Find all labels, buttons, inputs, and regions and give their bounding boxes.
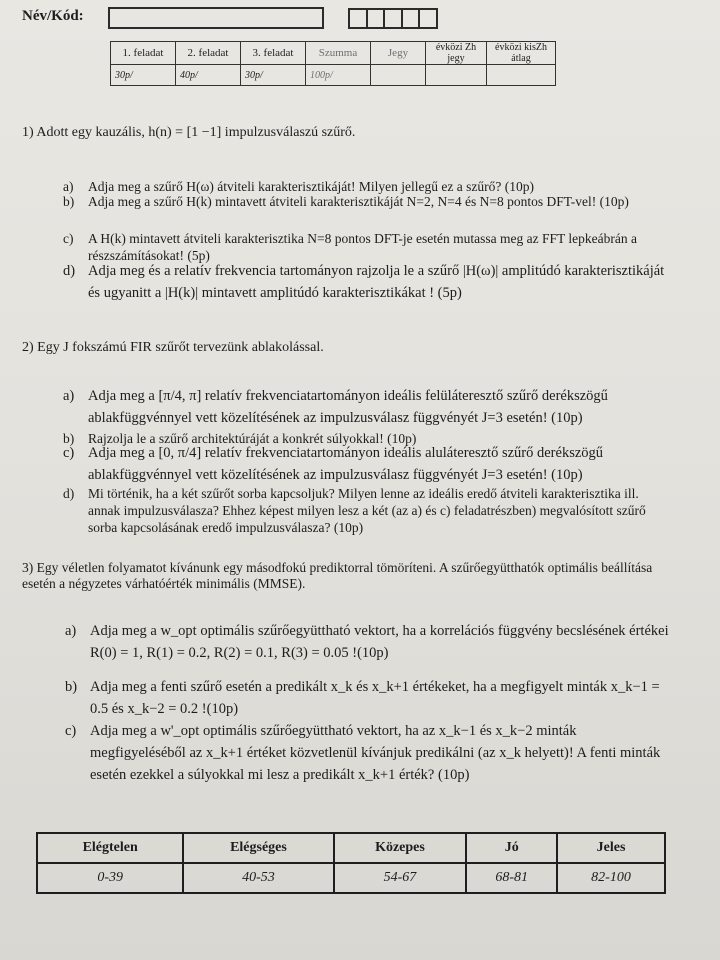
score-points-cell: 30p/ [111, 65, 176, 86]
name-code-label: Név/Kód: [22, 8, 84, 24]
item-label: b) [63, 431, 75, 446]
item-label: a) [63, 388, 75, 404]
item-label: d) [63, 263, 76, 279]
item-text: A H(k) mintavett átviteli karakterisztika N=8 pontos DFT-je esetén mutassa meg az FFT lepkeábrán a részszámításokat! (5p) [88, 231, 637, 263]
item-text: Adja meg a [π/4, π] relatív frekvenciatartományon ideális felüláteresztő szűrő derékszögű ablakfüggvénnyel vett közelítésének az impulzusválasz függvényét J=3 esetén! (10p) [88, 388, 608, 426]
score-points-cell [371, 65, 426, 86]
item-text: Adja meg a szűrő H(ω) átviteli karakterisztikáját! Milyen jellegű ez a szűrő? (10p) [88, 179, 534, 194]
item-text: Adja meg a w_opt optimális szűrőegyüttható vektort, ha a korrelációs függvény becslésének értékei R(0) = 1, R(1) = 0.2, R(2) = 0.1, R(3) = 0.05 !(10p) [90, 623, 669, 661]
item-label: c) [63, 231, 74, 246]
item-label: c) [63, 445, 75, 461]
score-header-cell: évközi Zh jegy [426, 42, 487, 65]
score-header-cell: évközi kisZh átlag [487, 42, 556, 65]
grade-range-cell: 0-39 [37, 863, 183, 893]
question-2-title: 2) Egy J fokszámú FIR szűrőt tervezünk ablakolással. [22, 340, 324, 355]
score-points-cell: 40p/ [176, 65, 241, 86]
q1-item-b [63, 193, 668, 210]
grade-range-cell: 40-53 [183, 863, 333, 893]
score-points-cell: 30p/ [241, 65, 306, 86]
score-points-cell: 100p/ [306, 65, 371, 86]
q2-item-c [63, 442, 668, 486]
grade-range-cell: 54-67 [334, 863, 467, 893]
item-text: Mi történik, ha a két szűrőt sorba kapcsoljuk? Milyen lenne az ideális eredő átviteli karakterisztika ill. annak impulzusválasza? Ehhez képest milyen lesz a két (az a) és c) feladatrészben) megvalósított szűrő sorba kapcsolásának eredő impulzusválasza? (10p) [88, 486, 646, 535]
item-text: Adja meg a w'_opt optimális szűrőegyüttható vektort, ha az x_k−1 és x_k−2 minták megfigyeléséből az x_k+1 értéket közvetlenül kívánjuk predikálni (az x_k helyett)! A fenti minták esetén ezekkel a súlyokkal mi lesz a predikált x_k+1 érték? (10p) [90, 723, 661, 783]
item-text: Adja meg a szűrő H(k) mintavett átviteli karakterisztikáját N=2, N=4 és N=8 pontos DFT-vel! (10p) [88, 194, 629, 209]
q3-item-c [65, 720, 670, 786]
grade-range-cell: 68-81 [466, 863, 557, 893]
item-label: b) [63, 194, 75, 209]
name-field-box [108, 7, 324, 29]
grade-range-cell: 82-100 [557, 863, 665, 893]
q3-item-b [65, 676, 670, 720]
score-points-cell [487, 65, 556, 86]
q2-item-d [63, 485, 668, 536]
question-1-title: 1) Adott egy kauzális, h(n) = [1 −1] impulzusválaszú szűrő. [22, 125, 356, 140]
code-cell [420, 10, 436, 27]
grade-table [36, 832, 666, 894]
score-table [110, 41, 556, 86]
item-label: a) [65, 623, 77, 639]
grade-header-cell: Jeles [557, 833, 665, 863]
score-points-cell [426, 65, 487, 86]
q3-item-a [65, 620, 670, 664]
code-cell [350, 10, 368, 27]
item-text: Adja meg és a relatív frekvencia tartományon rajzolja le a szűrő |H(ω)| amplitúdó karakterisztikáját és ugyanitt a |H(k)| mintavett amplitúdó karakterisztikákat ! (5p) [88, 263, 665, 301]
score-header-cell: 3. feladat [241, 42, 306, 65]
score-header-cell: Szumma [306, 42, 371, 65]
item-label: a) [63, 179, 74, 194]
item-text: Adja meg a [0, π/4] relatív frekvenciatartományon ideális aluláteresztő szűrő derékszögű ablakfüggvénnyel vett közelítésének az impulzusválasz függvényét J=3 esetén! (10p) [88, 445, 604, 483]
code-cell [368, 10, 386, 27]
item-text: Rajzolja le a szűrő architektúráját a konkrét súlyokkal! (10p) [88, 431, 417, 446]
grade-header-cell: Elégséges [183, 833, 333, 863]
grade-header-cell: Jó [466, 833, 557, 863]
code-cell [403, 10, 421, 27]
item-label: c) [65, 723, 77, 739]
code-cell [385, 10, 403, 27]
item-label: b) [65, 679, 78, 695]
item-text: Adja meg a fenti szűrő esetén a predikált x_k és x_k+1 értékeket, ha a megfigyelt minták x_k−1 = 0.5 és x_k−2 = 0.2 !(10p) [90, 679, 660, 717]
grade-header-cell: Közepes [334, 833, 467, 863]
item-label: d) [63, 486, 75, 501]
grade-header-cell: Elégtelen [37, 833, 183, 863]
score-header-cell: 1. feladat [111, 42, 176, 65]
q1-item-c [63, 230, 668, 264]
question-3-title: 3) Egy véletlen folyamatot kívánunk egy másodfokú prediktorral tömöríteni. A szűrőegyütthatók optimális beállítása esetén a négyzetes várhatóérték minimális (MMSE). [22, 560, 653, 591]
q2-item-a [63, 385, 668, 429]
score-header-cell: 2. feladat [176, 42, 241, 65]
score-header-cell: Jegy [371, 42, 426, 65]
code-field-boxes [348, 8, 438, 29]
q1-item-d [63, 260, 668, 304]
